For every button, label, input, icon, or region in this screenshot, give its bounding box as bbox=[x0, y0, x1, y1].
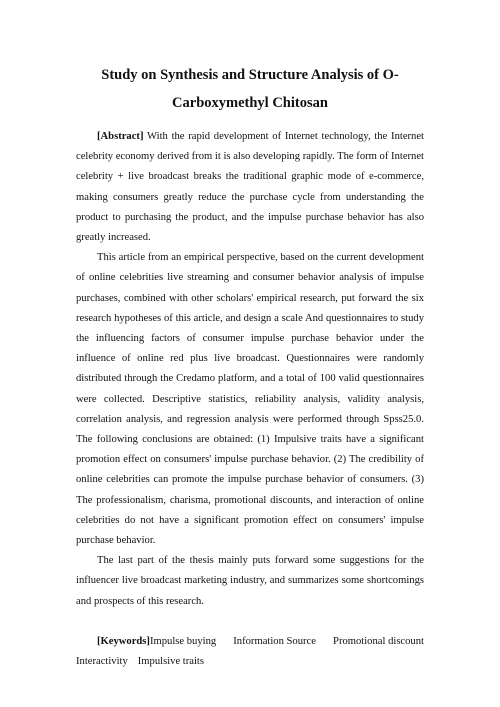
paper-title-line-2: Carboxymethyl Chitosan bbox=[172, 95, 328, 111]
abstract-label: [Abstract] bbox=[97, 131, 144, 142]
abstract-body bbox=[76, 127, 424, 672]
keyword-item: Information Source bbox=[233, 635, 316, 647]
abstract-paragraph-1-text: With the rapid development of Internet technology, the Internet celebrity economy derived from it is also developing rapidly. The form of Internet celebrity + live broadcast breaks the traditional graphic mode of e-commerce, making consumers greatly reduce the purchase cycle from understanding the product to purchasing the product, and the impulse purchase behavior has also greatly increased. bbox=[76, 131, 424, 244]
keywords-line-1 bbox=[76, 632, 424, 652]
keyword-item: Impulsive traits bbox=[137, 656, 204, 668]
keyword-item: Impulse buying bbox=[149, 635, 217, 647]
keyword-item: Promotional discount bbox=[333, 635, 424, 647]
keywords-block bbox=[76, 632, 424, 672]
keywords-line-2 bbox=[76, 652, 424, 672]
paper-title-line-1: Study on Synthesis and Structure Analysis of O- bbox=[101, 67, 399, 83]
keywords-label: [Keywords] bbox=[97, 635, 150, 647]
abstract-paragraph-1 bbox=[76, 127, 424, 248]
keyword-item: Interactivity bbox=[76, 656, 128, 668]
abstract-paragraph-3: The last part of the thesis mainly puts forward some suggestions for the influencer live broadcast marketing industry, and summarizes some shortcomings and prospects of this research. bbox=[76, 555, 424, 607]
abstract-paragraph-2: This article from an empirical perspective, based on the current development of online celebrities live streaming and consumer behavior analysis of impulse purchases, combined with other scholars' empirical research, put forward the six research hypotheses of this article, and design a scale And questionnaires to study the influencing factors of consumer impulse purchase behavior under the influence of online red plus live broadcast. Questionnaires were randomly distributed through the Credamo platform, and a total of 100 valid questionnaires were collected. Descriptive statistics, reliability analysis, validity analysis, correlation analysis, and regression analysis were performed through Spss25.0. The following conclusions are obtained: (1) Impulsive traits have a significant promotion effect on consumers' impulse purchase behavior. (2) The credibility of online celebrities can promote the impulse purchase behavior of consumers. (3) The professionalism, charisma, promotional discounts, and interaction of online celebrities do not have a significant promotion effect on consumers' impulse purchase behavior. bbox=[76, 252, 424, 547]
